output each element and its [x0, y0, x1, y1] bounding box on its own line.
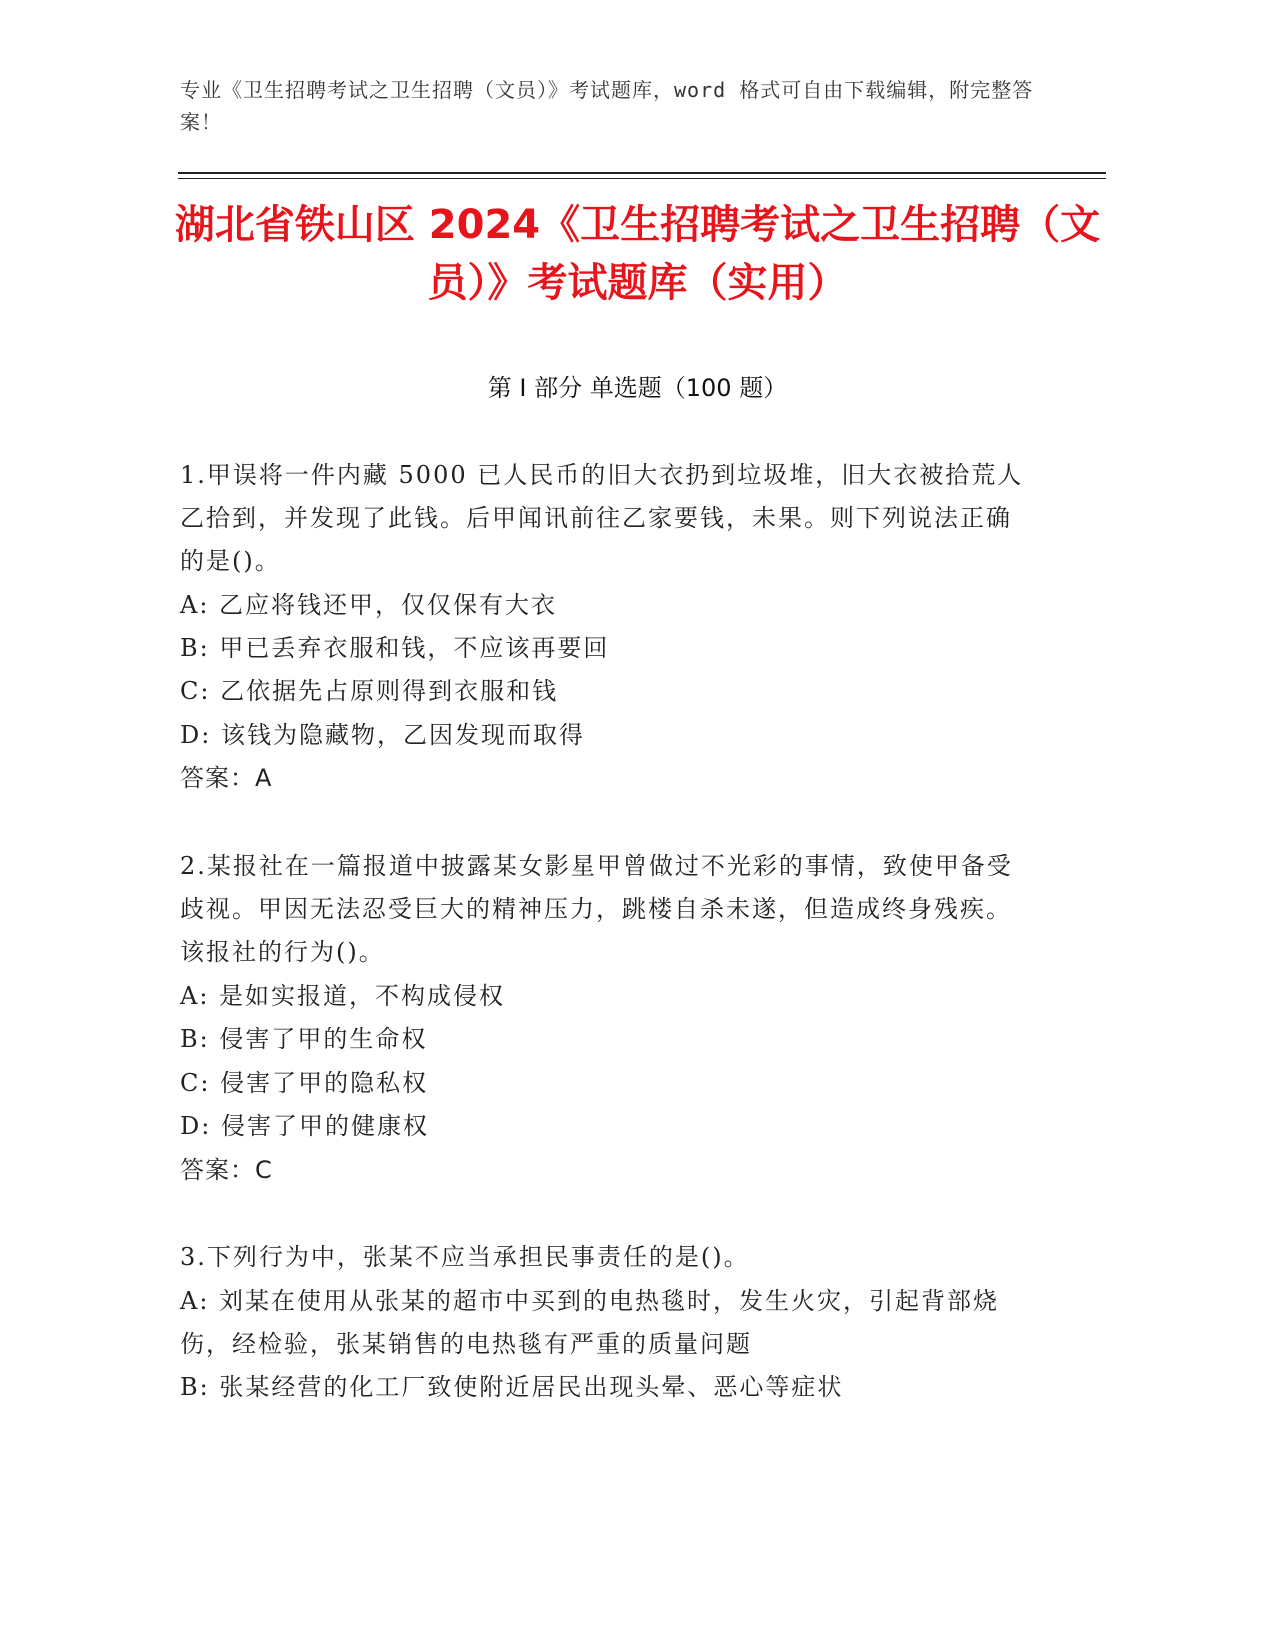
question-1-option-b: B: 甲已丢弃衣服和钱，不应该再要回	[180, 634, 610, 662]
question-1-text: 1.甲误将一件内藏 5000 已人民币的旧大衣扔到垃圾堆，旧大衣被拾荒人乙拾到，并发现了此钱。后甲闻讯前往乙家要钱，未果。则下列说法正确的是()。	[180, 461, 1024, 575]
question-2-option-b: B: 侵害了甲的生命权	[180, 1025, 428, 1053]
question-2-text: 2.某报社在一篇报道中披露某女影星甲曾做过不光彩的事情，致使甲备受歧视。甲因无法忍受巨大的精神压力，跳楼自杀未遂，但造成终身残疾。该报社的行为()。	[180, 852, 1013, 966]
question-1-option-c: C: 乙依据先占原则得到衣服和钱	[180, 677, 559, 705]
question-3-option-a: A: 刘某在使用从张某的超市中买到的电热毯时，发生火灾，引起背部烧伤，经检验，张某销售的电热毯有严重的质量问题	[180, 1287, 1000, 1358]
question-2-option-c: C: 侵害了甲的隐私权	[180, 1069, 429, 1097]
header-note: 专业《卫生招聘考试之卫生招聘（文员）》考试题库，word 格式可自由下载编辑，附完整答案！	[180, 78, 1034, 134]
document-title: 湖北省铁山区 2024《卫生招聘考试之卫生招聘（文员）》考试题库（实用）	[174, 202, 1101, 306]
question-3-text: 3.下列行为中，张某不应当承担民事责任的是()。	[180, 1243, 750, 1271]
header-divider-thick	[178, 172, 1106, 174]
question-1-option-a: A: 乙应将钱还甲，仅仅保有大衣	[180, 591, 558, 619]
question-2-option-d: D: 侵害了甲的健康权	[180, 1112, 429, 1140]
question-2-option-a: A: 是如实报道，不构成侵权	[180, 982, 506, 1010]
question-2-answer: 答案：C	[180, 1156, 273, 1184]
section-title: 第 I 部分 单选题（100 题）	[487, 374, 788, 402]
question-1-answer: 答案：A	[180, 764, 273, 792]
header-divider-thin	[178, 178, 1106, 179]
question-1-option-d: D: 该钱为隐藏物，乙因发现而取得	[180, 721, 585, 749]
question-3-option-b: B: 张某经营的化工厂致使附近居民出现头晕、恶心等症状	[180, 1373, 844, 1401]
